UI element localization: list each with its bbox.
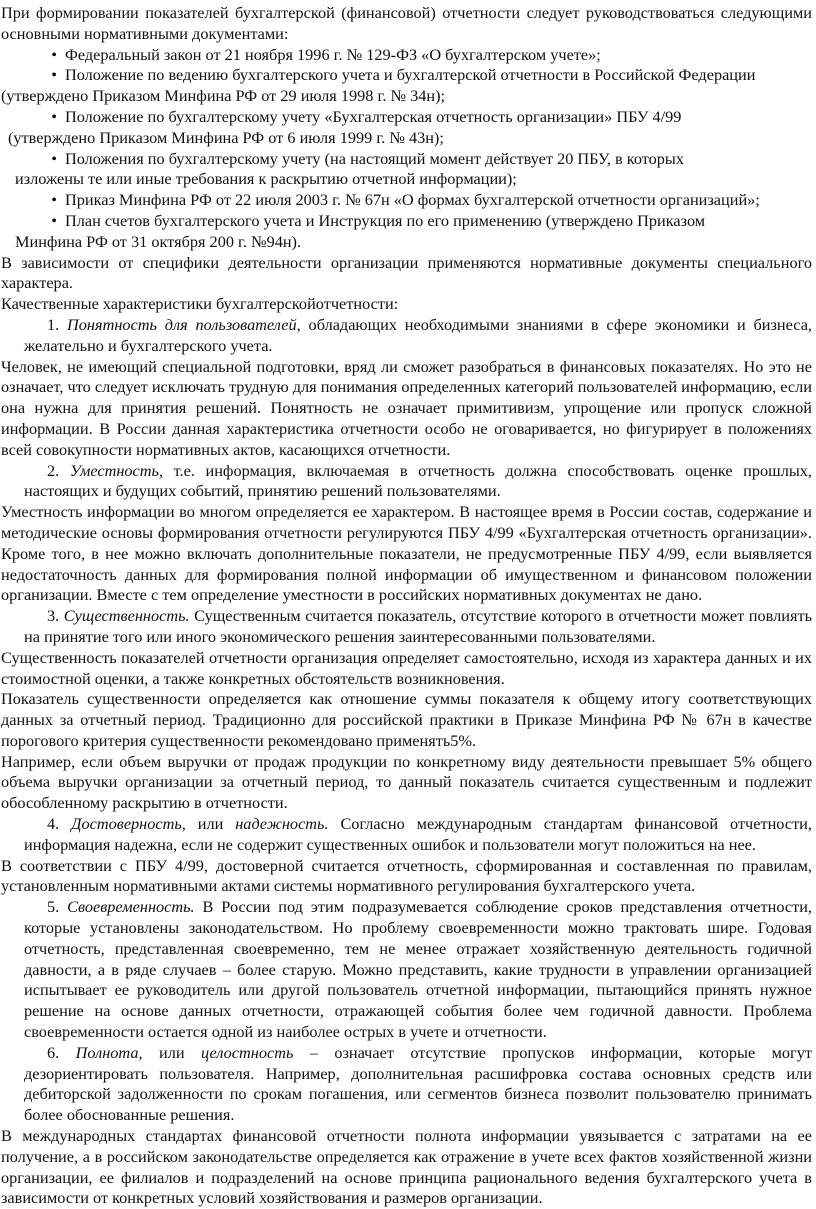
item-term: надежность. — [235, 814, 329, 834]
item-term: Существенность. — [63, 606, 190, 626]
item-term: Уместность — [69, 460, 159, 480]
paragraph: Например, если объем выручки от продаж продукции по конкретному виду деятельности превышает 5% общего объема выручки организации за отчетный период, то данный показатель считается существенным и подлежит обособленному раскрытию в отчетности. — [1, 751, 812, 813]
list-item-continuation: изложены те или иные требования к раскрытию отчетной информации); — [15, 169, 517, 189]
item-text: , т.е. информация, включаемая в отчетность должна способствовать оценке прошлых, настоящих и будущих событий, принятию решений пользователями. — [24, 460, 812, 501]
list-item — [1, 190, 812, 211]
list-item — [1, 149, 812, 170]
list-item-text: Положения по бухгалтерскому учету (на настоящий момент действует 20 ПБУ, в которых — [65, 148, 685, 168]
numbered-item — [1, 315, 812, 357]
list-item-text: Положение по ведению бухгалтерского учета и бухгалтерской отчетности в Российской Федерации — [65, 65, 756, 85]
item-text: В России под этим подразумевается соблюдение сроков представления отчетности, которые установлены законодательством. Но проблему своевременности можно трактовать шире. Годовая отчетность, представленная своевременно, тем не менее отражает хозяйственную деятельность годичной давности, а в ряде случаев – более старую. Можно представить, какие трудности в управлении организацией испытывает ее руководитель или другой пользователь отчетной информации, пытающийся принять нужное решение на основе данных отчетности, отражающей события более чем годичной давности. Проблема своевременности остается одной из наиболее острых в учете и отчетности. — [24, 897, 812, 1042]
paragraph: Уместность информации во многом определяется ее характером. В настоящее время в России состав, содержание и методические основы формирования отчетности регулируются ПБУ 4/99 «Бухгалтерская отчетность организации». Кроме того, в нее можно включать дополнительные показатели, не предусмотренные ПБУ 4/99, если выявляется недостаточность данных для формирования полной информации об имущественном и финансовом положении организации. Вместе с тем определение уместности в российских нормативных документах не дано. — [1, 502, 812, 605]
item-number: 2. — [47, 460, 60, 480]
list-item-text: Федеральный закон от 21 ноября 1996 г. № 129-ФЗ «О бухгалтерском учете»; — [65, 44, 601, 64]
bullet-icon: • — [51, 210, 57, 230]
bullet-icon: • — [51, 106, 57, 126]
list-item-continuation: (утверждено Приказом Минфина РФ от 6 июля 1999 г. № 43н); — [8, 127, 444, 147]
item-number: 3. — [47, 606, 60, 626]
list-item-text: Положение по бухгалтерскому учету «Бухгалтерская отчетность организации» ПБУ 4/99 — [65, 106, 682, 126]
numbered-item — [1, 1043, 812, 1126]
item-text: Существенным считается показатель, отсутствие которого в отчетности может повлиять на принятие того или иного экономического решения заинтересованными пользователями. — [24, 606, 812, 646]
list-item-text: План счетов бухгалтерского учета и Инструкция по его применению (утверждено Приказом — [65, 210, 706, 230]
item-text: или — [185, 814, 236, 834]
item-term: Полнота, — [75, 1042, 143, 1062]
item-number: 1. — [47, 314, 60, 334]
item-text: Согласно международным стандартам финансовой отчетности, информация надежна, если не содержит существенных ошибок и пользователи могут положиться на нее. — [24, 814, 812, 854]
item-number: 4. — [47, 814, 60, 834]
item-text: или — [142, 1042, 201, 1062]
paragraph: В зависимости от специфики деятельности организации применяются нормативные документы специального характера. — [1, 252, 812, 293]
list-item — [1, 211, 812, 232]
numbered-item — [1, 606, 812, 648]
list-item — [1, 107, 812, 128]
section-heading: Качественные характеристики бухгалтерскойотчетности: — [1, 294, 399, 314]
list-item-text: Приказ Минфина РФ от 22 июля 2003 г. № 67н «О формах бухгалтерской отчетности организаций»; — [65, 190, 760, 210]
bullet-icon: • — [51, 190, 57, 210]
list-item-continuation: Минфина РФ от 31 октября 200 г. №94н). — [15, 231, 302, 251]
item-text: – означает отсутствие пропусков информации, которые могут дезориентировать пользователя. Например, дополнительная расшифровка состава основных средств или дебиторской задолженности по срокам погашения, или сегментов бизнеса позволит пользователю принимать более обоснованные решения. — [24, 1042, 812, 1125]
bullet-icon: • — [51, 65, 57, 85]
paragraph: В соответствии с ПБУ 4/99, достоверной считается отчетность, сформированная и составленная по правилам, установленным нормативными актами системы нормативного регулирования бухгалтерского учета. — [1, 855, 812, 896]
numbered-item — [1, 814, 812, 856]
item-term: Своевременность. — [67, 897, 195, 917]
numbered-item — [1, 897, 812, 1043]
paragraph: Существенность показателей отчетности организация определяет самостоятельно, исходя из характера данных и их стоимостной оценки, а также конкретных обстоятельств возникновения. — [1, 647, 812, 688]
item-term: Достоверность, — [71, 814, 186, 834]
paragraph: Человек, не имеющий специальной подготовки, вряд ли сможет разобраться в финансовых показателях. Но это не означает, что следует исключать трудную для понимания определенных категорий пользователей информацию, если она нужна для принятия решений. Понятность не означает примитивизм, упрощение или пропуск сложной информации. В России данная характеристика отчетности особо не оговаривается, но фигурирует в положениях всей совокупности нормативных актов, касающихся отчетности. — [1, 356, 812, 459]
item-number: 6. — [47, 1042, 60, 1062]
item-number: 5. — [47, 897, 60, 917]
intro-paragraph: При формировании показателей бухгалтерской (финансовой) отчетности следует руководствоваться следующими основными нормативными документами: — [1, 3, 812, 43]
item-term: Понятность для пользователей — [67, 314, 297, 334]
item-term: целостность — [200, 1042, 294, 1062]
paragraph: Показатель существенности определяется как отношение суммы показателя к общему итогу соответствующих данных за отчетный период. Традиционно для российской практики в Приказе Минфина РФ № 67н в качестве порогового критерия существенности рекомендовано применять5%. — [1, 689, 812, 750]
list-item — [1, 65, 812, 86]
numbered-item — [1, 461, 812, 503]
item-text: , обладающих необходимыми знаниями в сфере экономики и бизнеса, желательно и бухгалтерского учета. — [24, 314, 812, 355]
list-item — [1, 45, 812, 66]
bullet-icon: • — [51, 44, 57, 64]
bullet-icon: • — [51, 148, 57, 168]
list-item-continuation: (утверждено Приказом Минфина РФ от 29 июля 1998 г. № 34н); — [1, 86, 446, 106]
paragraph: В международных стандартах финансовой отчетности полнота информации увязывается с затратами на ее получение, а в российском законодательстве определяется как отражение в учете всех фактов хозяйственной жизни организации, ее филиалов и подразделений на основе принципа рационального ведения бухгалтерского учета в зависимости от конкретных условий хозяйствования и размеров организации. — [1, 1126, 812, 1208]
